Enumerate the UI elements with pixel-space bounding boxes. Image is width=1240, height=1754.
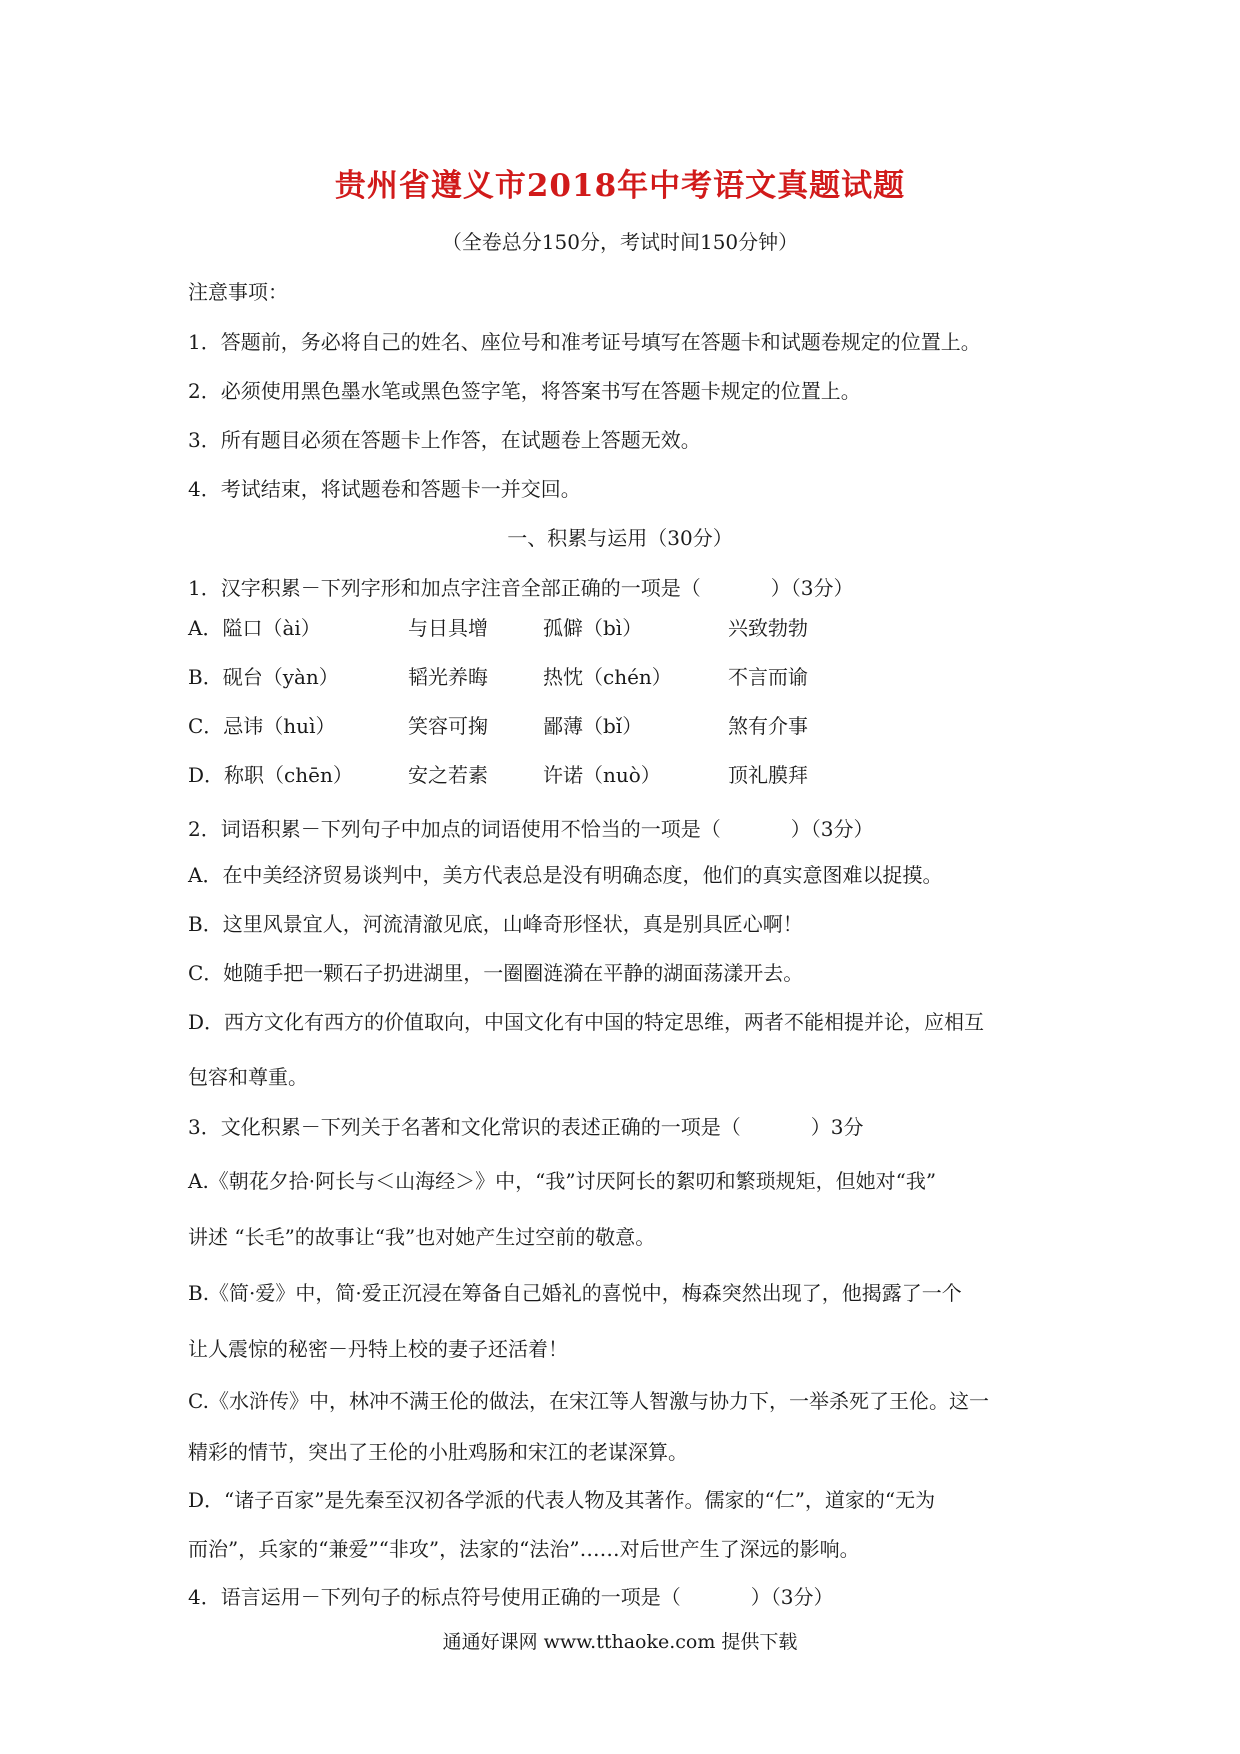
section-heading: 一、积累与运用（30分） — [507, 526, 733, 550]
note-item: 1．答题前，务必将自己的姓名、座位号和准考证号填写在答题卡和试题卷规定的位置上。 — [188, 330, 981, 354]
q3-option-d: D．“诸子百家”是先秦至汉初各学派的代表人物及其著作。儒家的“仁”，道家的“无为 — [188, 1488, 936, 1512]
question-3-stem — [188, 1111, 863, 1140]
stem-score: ）（3分） — [750, 1585, 834, 1609]
page-title: 贵州省遵义市2018年中考语文真题试题 — [334, 168, 906, 204]
stem-score: ）（3分） — [770, 576, 854, 600]
question-2-stem — [188, 813, 873, 842]
option-cell: 与日具增 — [408, 616, 488, 640]
option-cell: D．称职（chēn） — [188, 763, 353, 787]
option-cell: 煞有介事 — [728, 714, 808, 738]
notes-heading: 注意事项： — [188, 280, 288, 304]
stem-text: 2．词语积累－下列句子中加点的词语使用不恰当的一项是（ — [188, 817, 721, 841]
option-cell: 韬光养晦 — [408, 665, 488, 689]
option-cell: 孤僻（bì） — [543, 616, 643, 640]
note-item: 2．必须使用黑色墨水笔或黑色签字笔，将答案书写在答题卡规定的位置上。 — [188, 379, 861, 403]
stem-score: ）（3分） — [790, 817, 874, 841]
stem-text: 4．语言运用－下列句子的标点符号使用正确的一项是（ — [188, 1585, 681, 1609]
q2-option-a: A．在中美经济贸易谈判中，美方代表总是没有明确态度，他们的真实意图难以捉摸。 — [188, 863, 943, 887]
q3-option-d-cont: 而治”，兵家的“兼爱”“非攻”，法家的“法治”……对后世产生了深远的影响。 — [188, 1537, 860, 1561]
option-cell: 热忱（chén） — [543, 665, 672, 689]
stem-text: 3．文化积累－下列关于名著和文化常识的表述正确的一项是（ — [188, 1115, 741, 1139]
exam-info: （全卷总分150分，考试时间150分钟） — [441, 230, 799, 254]
q2-option-b: B．这里风景宜人，河流清澈见底，山峰奇形怪状，真是别具匠心啊！ — [188, 912, 803, 936]
q3-option-b: B.《简·爱》中，简·爱正沉浸在筹备自己婚礼的喜悦中，梅森突然出现了，他揭露了一个 — [188, 1281, 962, 1305]
option-cell: 兴致勃勃 — [728, 616, 808, 640]
q3-option-c-cont: 精彩的情节，突出了王伦的小肚鸡肠和宋江的老谋深算。 — [188, 1440, 688, 1464]
option-cell: 许诺（nuò） — [543, 763, 661, 787]
option-cell: B．砚台（yàn） — [188, 665, 339, 689]
note-item: 3．所有题目必须在答题卡上作答，在试题卷上答题无效。 — [188, 428, 701, 452]
q3-option-a-cont: 讲述 “长毛”的故事让“我”也对她产生过空前的敬意。 — [188, 1225, 656, 1249]
q3-option-b-cont: 让人震惊的秘密－丹特上校的妻子还活着！ — [188, 1337, 568, 1361]
option-cell: A．隘口（ài） — [188, 616, 321, 640]
q2-option-d: D．西方文化有西方的价值取向，中国文化有中国的特定思维，两者不能相提并论，应相互 — [188, 1010, 985, 1034]
q3-option-c: C.《水浒传》中，林冲不满王伦的做法，在宋江等人智激与协力下，一举杀死了王伦。这一 — [188, 1389, 989, 1413]
question-4-stem — [188, 1581, 833, 1610]
note-item: 4．考试结束，将试题卷和答题卡一并交回。 — [188, 477, 581, 501]
question-1-stem — [188, 572, 853, 601]
footer-credit: 通通好课网 www.tthaoke.com 提供下载 — [442, 1631, 798, 1653]
option-cell: 鄙薄（bǐ） — [543, 714, 643, 738]
option-cell: C．忌讳（huì） — [188, 714, 336, 738]
q2-option-d-cont: 包容和尊重。 — [188, 1065, 308, 1089]
option-cell: 不言而谕 — [728, 665, 808, 689]
stem-score: ）3分 — [810, 1115, 864, 1139]
stem-text: 1．汉字积累－下列字形和加点字注音全部正确的一项是（ — [188, 576, 701, 600]
option-cell: 笑容可掬 — [408, 714, 488, 738]
q2-option-c: C．她随手把一颗石子扔进湖里，一圈圈涟漪在平静的湖面荡漾开去。 — [188, 961, 804, 985]
option-cell: 安之若素 — [408, 763, 488, 787]
option-cell: 顶礼膜拜 — [728, 763, 808, 787]
q3-option-a: A.《朝花夕拾·阿长与＜山海经＞》中，“我”讨厌阿长的絮叨和繁琐规矩，但她对“我” — [188, 1169, 937, 1193]
